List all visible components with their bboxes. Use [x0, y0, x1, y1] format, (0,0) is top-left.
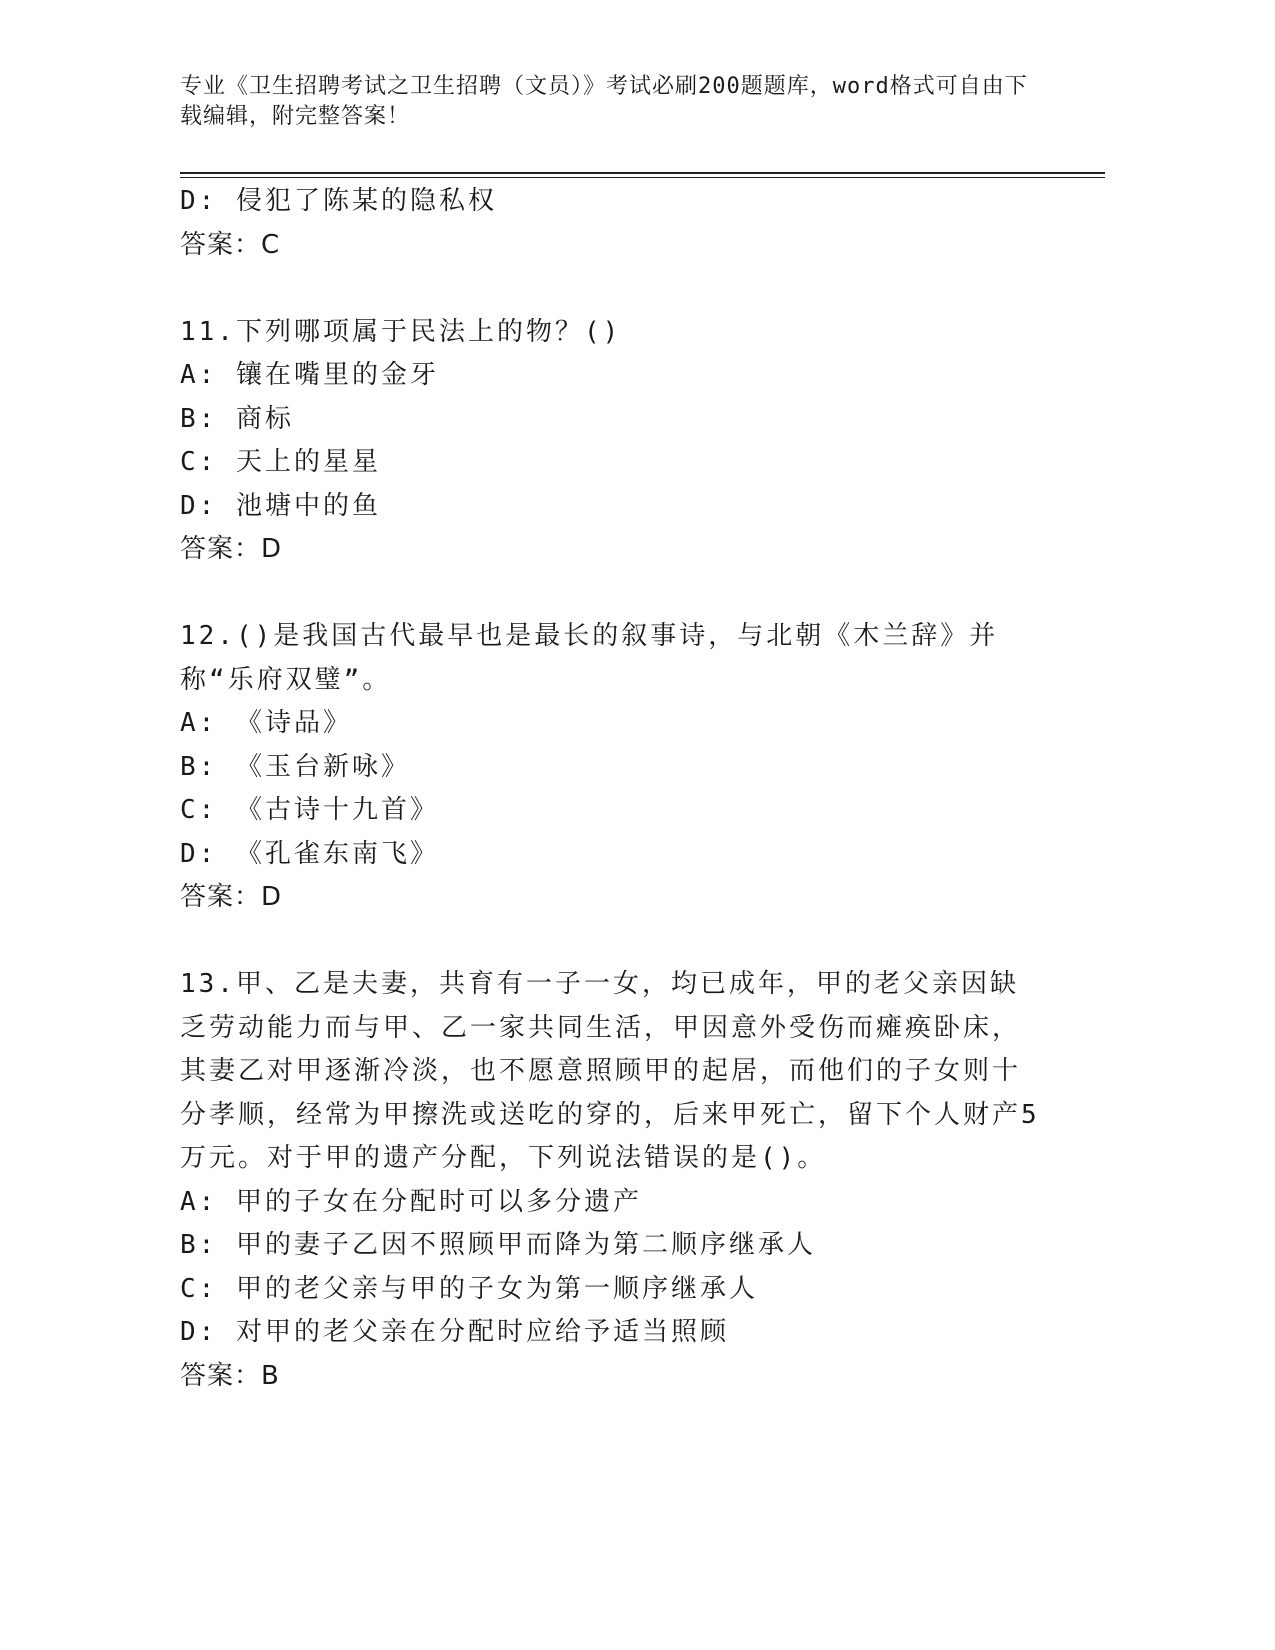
question-12: [180, 615, 1040, 920]
answer: 答案：D: [180, 534, 283, 564]
option-d: D: 池塘中的鱼: [180, 490, 381, 521]
option-b: B: 商标: [180, 403, 294, 434]
prev-answer: 答案：C: [180, 229, 281, 260]
prev-option-d: D: 侵犯了陈某的隐私权: [180, 186, 497, 216]
option-a: A: 甲的子女在分配时可以多分遗产: [180, 1186, 642, 1217]
question-content: [180, 180, 1040, 1398]
answer: 答案：B: [180, 1360, 280, 1391]
header-divider-thick: [180, 172, 1105, 174]
option-d: D: 《孔雀东南飞》: [180, 838, 439, 869]
option-b: B: 《玉台新咏》: [180, 751, 410, 782]
option-c: C: 天上的星星: [180, 447, 381, 477]
question-13: [180, 963, 1040, 1398]
option-a: A: 镶在嘴里的金牙: [180, 360, 439, 390]
question-stem: 12.()是我国古代最早也是最长的叙事诗，与北朝《木兰辞》并称“乐府双璧”。: [180, 621, 999, 695]
header-divider-thin: [180, 177, 1105, 178]
option-a: A: 《诗品》: [180, 708, 352, 738]
document-header: 专业《卫生招聘考试之卫生招聘（文员）》考试必刷200题题库，word格式可自由下载编辑，附完整答案！: [180, 74, 1028, 129]
option-d: D: 对甲的老父亲在分配时应给予适当照顾: [180, 1317, 729, 1347]
answer: 答案：D: [180, 882, 283, 912]
option-b: B: 甲的妻子乙因不照顾甲而降为第二顺序继承人: [180, 1230, 816, 1260]
question-stem: 11.下列哪项属于民法上的物？(): [180, 316, 622, 347]
question-11: [180, 311, 1040, 572]
option-c: C: 甲的老父亲与甲的子女为第一顺序继承人: [180, 1273, 758, 1304]
option-c: C: 《古诗十九首》: [180, 795, 439, 825]
question-stem: 13.甲、乙是夫妻，共育有一子一女，均已成年，甲的老父亲因缺乏劳动能力而与甲、乙一家共同生活，甲因意外受伤而瘫痪卧床，其妻乙对甲逐渐冷淡，也不愿意照顾甲的起居，而他们的子女则十分孝顺，经常为甲擦洗或送吃的穿的，后来甲死亡，留下个人财产5万元。对于甲的遗产分配，下列说法错误的是()。: [180, 969, 1040, 1173]
